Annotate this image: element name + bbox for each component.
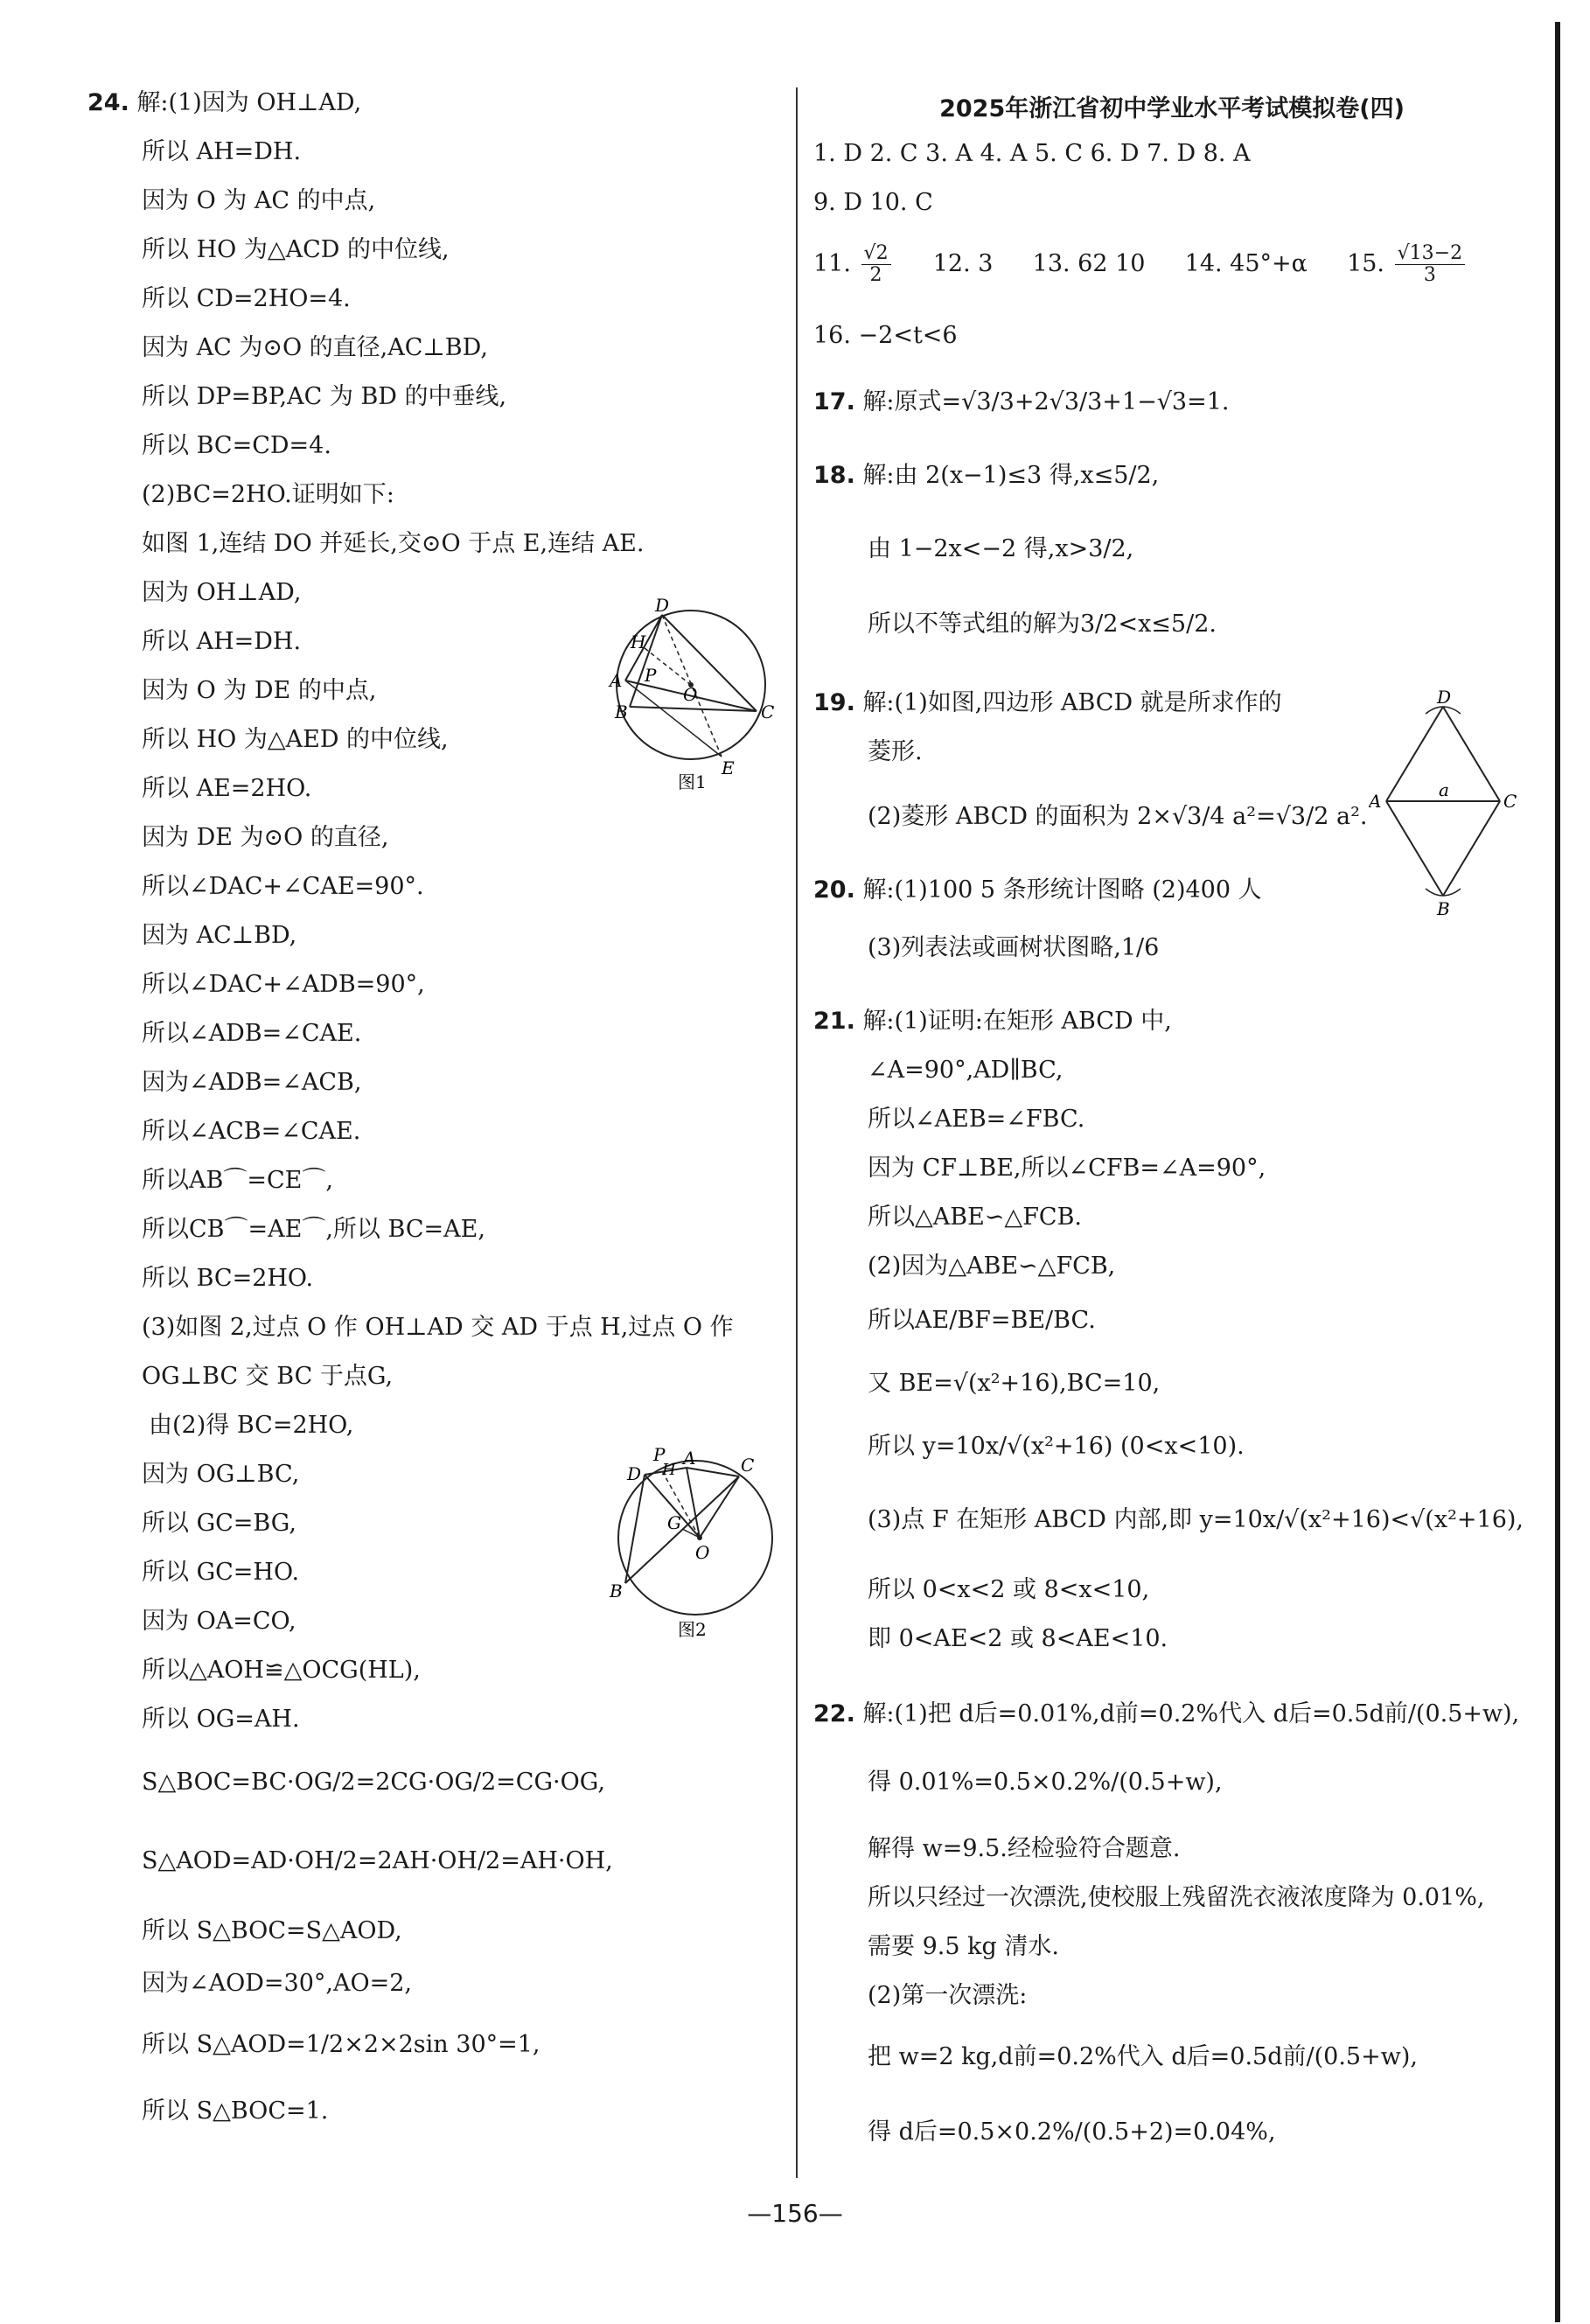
q24-line-32: 所以△AOH≌△OCG(HL), [142,1657,421,1684]
q24-line-28: 因为 OG⊥BC, [142,1461,300,1488]
q24-line-0: 24. 解:(1)因为 OH⊥AD, [87,89,362,116]
q24-line-5: 因为 AC 为⊙O 的直径,AC⊥BD, [142,334,488,361]
q24-line-17: 因为 AC⊥BD, [142,922,297,949]
q19-line-2: 菱形. [868,738,923,765]
fig1-label-e: E [722,757,735,778]
q17-line: 17. 解:原式=√3/3+2√3/3+1−√3=1. [813,388,1230,415]
fig1-label-p: P [645,665,657,686]
q22-line-1: 得 0.01%=0.5×0.2%/(0.5+w), [868,1769,1223,1796]
q21-line-4: 所以△ABE∽△FCB. [868,1204,1083,1231]
q21-line-8: 所以 y=10x/√(x²+16) (0<x<10). [868,1433,1245,1460]
q24-line-9: 如图 1,连结 DO 并延长,交⊙O 于点 E,连结 AE. [142,530,645,557]
fig1-label-b: B [615,701,628,722]
q22-line-2: 解得 w=9.5.经检验符合题意. [868,1835,1181,1862]
fig2-label-g: G [667,1512,681,1533]
rhombus-label-b: B [1437,898,1450,917]
q24-line-6: 所以 DP=BP,AC 为 BD 的中垂线, [142,383,507,410]
exam-title: 2025年浙江省初中学业水平考试模拟卷(四) [939,95,1405,122]
fig2-label-c: C [741,1455,755,1476]
fig1-label-h: H [631,632,646,653]
q24-line-25: (3)如图 2,过点 O 作 OH⊥AD 交 AD 于点 H,过点 O 作 [142,1314,734,1341]
q18-line-1: 18. 解:由 2(x−1)≤3 得,x≤5/2, [813,462,1160,489]
q22-line-6: 把 w=2 kg,d前=0.2%代入 d后=0.5d前/(0.5+w), [868,2043,1418,2070]
q24-line-29: 所以 GC=BG, [142,1510,296,1537]
q24-line-37: 因为∠AOD=30°,AO=2, [142,1970,412,1997]
q24-line-33: 所以 OG=AH. [142,1706,300,1733]
q15-number: 15. [1347,250,1385,277]
q14-answer: 14. 45°+α [1184,250,1308,277]
q19-line-3: (2)菱形 ABCD 的面积为 2×√3/4 a²=√3/2 a². [868,803,1368,830]
q18-line-2: 由 1−2x<−2 得,x>3/2, [868,535,1134,562]
figure-rhombus [1369,689,1522,917]
figure-1-circle-diagram [599,589,783,790]
q21-line-11: 即 0<AE<2 或 8<AE<10. [868,1625,1168,1652]
q24-line-34: S△BOC=BC·OG/2=2CG·OG/2=CG·OG, [142,1769,605,1796]
q24-line-18: 所以∠DAC+∠ADB=90°, [142,971,425,998]
answers-row-2: 9. D 10. C [813,189,933,216]
q24-line-2: 因为 O 为 AC 的中点, [142,187,376,214]
fig2-label-p: P [653,1444,666,1465]
q24-line-13: 所以 HO 为△AED 的中位线, [142,726,449,753]
q24-line-12: 因为 O 为 DE 的中点, [142,677,377,704]
q24-line-3: 所以 HO 为△ACD 的中位线, [142,236,450,263]
q24-line-31: 因为 OA=CO, [142,1608,296,1635]
page-number: —156— [747,2199,843,2228]
q24-line-1: 所以 AH=DH. [142,138,302,165]
q24-line-7: 所以 BC=CD=4. [142,432,331,459]
q15-fraction: $\frac{√13-2}{3}$ [1395,243,1465,286]
fig1-label-a: A [610,670,623,691]
q16-answer: 16. −2<t<6 [813,322,958,349]
q20-line-1: 20. 解:(1)100 5 条形统计图略 (2)400 人 [813,876,1262,904]
fig2-caption: 图2 [678,1619,707,1640]
q21-line-2: 所以∠AEB=∠FBC. [868,1106,1085,1133]
q21-line-1: ∠A=90°,AD∥BC, [868,1057,1063,1084]
q24-line-30: 所以 GC=HO. [142,1559,300,1586]
q18-line-3: 所以不等式组的解为3/2<x≤5/2. [868,611,1217,638]
q24-line-10: 因为 OH⊥AD, [142,579,302,606]
q24-line-35: S△AOD=AD·OH/2=2AH·OH/2=AH·OH, [142,1847,613,1874]
q24-line-11: 所以 AH=DH. [142,628,302,655]
q11-number: 11. [813,250,851,277]
rhombus-label-a: A [1369,791,1382,812]
fig2-label-d: D [627,1463,642,1484]
q21-line-5: (2)因为△ABE∽△FCB, [868,1253,1116,1280]
q21-line-9: (3)点 F 在矩形 ABCD 内部,即 y=10x/√(x²+16)<√(x²+16), [868,1506,1524,1533]
q13-answer: 13. 62 10 [1032,250,1146,277]
answers-row-3 [813,243,1468,286]
q22-line-0: 22. 解:(1)把 d后=0.01%,d前=0.2%代入 d后=0.5d前/(0.5+w), [813,1700,1520,1727]
fig2-label-o: O [695,1542,710,1563]
q24-line-27: 由(2)得 BC=2HO, [149,1412,354,1439]
q24-line-15: 因为 DE 为⊙O 的直径, [142,824,389,851]
q22-line-3: 所以只经过一次漂洗,使校服上残留洗衣液浓度降为 0.01%, [868,1884,1485,1911]
q24-line-21: 所以∠ACB=∠CAE. [142,1118,361,1145]
q24-line-8: (2)BC=2HO.证明如下: [142,481,394,508]
fig2-label-h: H [662,1461,676,1479]
q22-line-7: 得 d后=0.5×0.2%/(0.5+2)=0.04%, [868,2118,1276,2146]
rhombus-label-d: D [1437,689,1452,708]
column-divider [796,87,798,2178]
fig1-label-c: C [761,701,775,722]
q21-line-10: 所以 0<x<2 或 8<x<10, [868,1576,1150,1603]
q24-line-23: 所以CB⌒=AE⌒,所以 BC=AE, [142,1216,485,1243]
answers-row-1: 1. D 2. C 3. A 4. A 5. C 6. D 7. D 8. A [813,140,1251,167]
q22-line-5: (2)第一次漂洗: [868,1982,1028,2009]
q12-answer: 12. 3 [932,250,994,277]
q24-line-19: 所以∠ADB=∠CAE. [142,1020,362,1047]
fig2-label-b: B [610,1581,623,1602]
q24-line-14: 所以 AE=2HO. [142,775,312,802]
q21-line-6: 所以AE/BF=BE/BC. [868,1307,1096,1334]
rhombus-label-c: C [1503,791,1517,812]
rhombus-label-a-length: a [1439,779,1449,800]
fig1-label-d: D [655,595,670,616]
q24-line-26: OG⊥BC 交 BC 于点G, [142,1363,394,1390]
q24-line-4: 所以 CD=2HO=4. [142,285,351,312]
q24-line-20: 因为∠ADB=∠ACB, [142,1069,362,1096]
q24-line-39: 所以 S△BOC=1. [142,2097,329,2125]
q24-line-24: 所以 BC=2HO. [142,1265,314,1292]
q24-line-16: 所以∠DAC+∠CAE=90°. [142,873,424,900]
q21-line-7: 又 BE=√(x²+16),BC=10, [868,1370,1161,1397]
fig1-label-o: O [683,684,698,705]
fig1-caption: 图1 [678,771,707,790]
page-edge-bar [1555,22,1560,2322]
q24-line-38: 所以 S△AOD=1/2×2×2sin 30°=1, [142,2031,540,2058]
figure-2-circle-diagram [608,1441,783,1643]
q21-line-3: 因为 CF⊥BE,所以∠CFB=∠A=90°, [868,1155,1266,1182]
q11-fraction: $\frac{√2}{2}$ [861,243,891,286]
q19-line-1: 19. 解:(1)如图,四边形 ABCD 就是所求作的 [813,689,1282,716]
q22-line-4: 需要 9.5 kg 清水. [868,1933,1059,1960]
q24-line-36: 所以 S△BOC=S△AOD, [142,1917,402,1944]
fig2-label-a: A [683,1448,696,1469]
q21-line-0: 21. 解:(1)证明:在矩形 ABCD 中, [813,1008,1172,1035]
q20-line-2: (3)列表法或画树状图略,1/6 [868,934,1160,961]
q24-line-22: 所以AB⌒=CE⌒, [142,1167,333,1194]
